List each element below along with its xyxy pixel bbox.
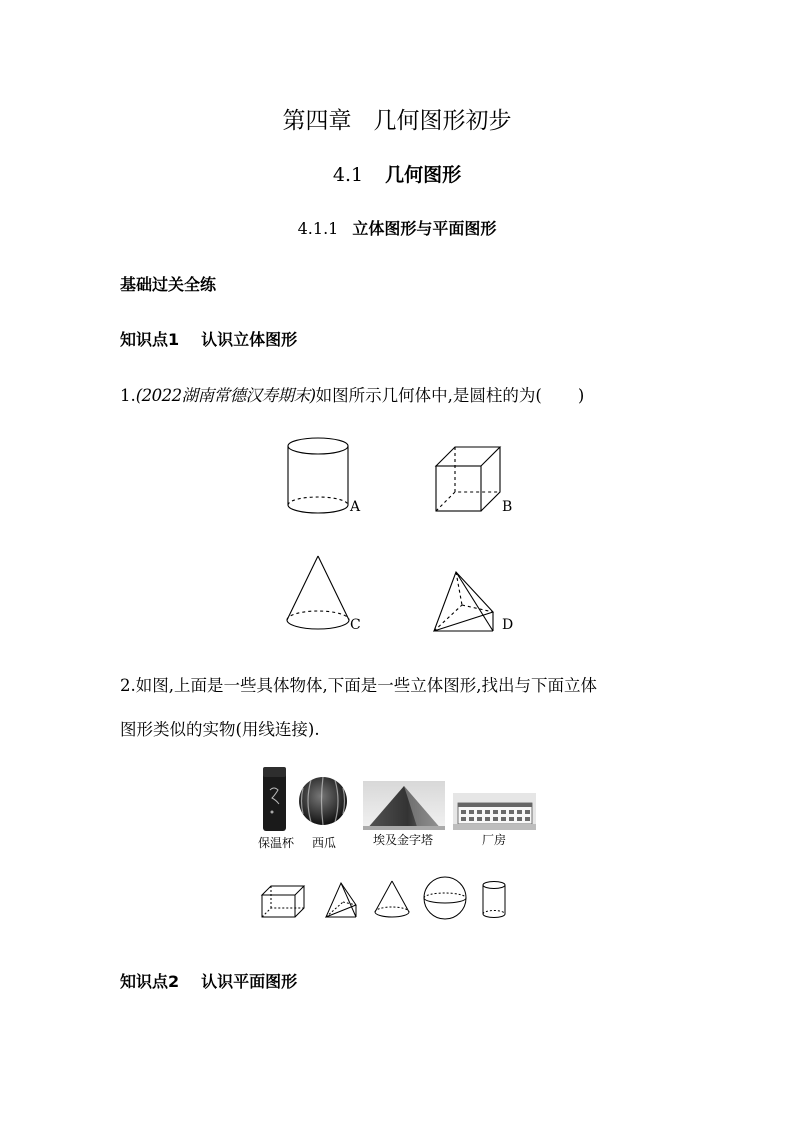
subsection-title: 立体图形与平面图形 (352, 219, 497, 238)
practice-heading: 基础过关全练 (120, 275, 217, 294)
option-d-label: D (502, 617, 514, 633)
thermos-photo (263, 767, 286, 831)
kp2-title: 认识平面图形 (201, 972, 298, 991)
q1-text: 如图所示几何体中,是圆柱的为( (315, 386, 542, 405)
section-number: 4.1 (332, 164, 364, 186)
kp1-label: 知识点1 (120, 330, 180, 349)
object-label-thermos: 保温杯 (258, 836, 295, 850)
cuboid-figure (262, 886, 304, 917)
knowledge-point-2 (120, 969, 297, 992)
small-cylinder-figure (483, 882, 505, 918)
small-pyramid-figure (326, 883, 356, 917)
kp1-title: 认识立体图形 (201, 330, 298, 349)
q1-number: 1. (120, 386, 136, 405)
egypt-pyramid-photo (363, 781, 445, 830)
small-cone-figure (375, 881, 409, 917)
q2-text-line1: 如图,上面是一些具体物体,下面是一些立体图形,找出与下面立体 (135, 676, 597, 695)
sphere-figure (424, 877, 466, 919)
q2-number: 2. (120, 676, 136, 695)
option-b-label: B (502, 499, 513, 515)
question-2-line2: 图形类似的实物(用线连接). (120, 720, 320, 739)
subsection-number: 4.1.1 (297, 219, 339, 238)
chapter-title: 几何图形初步 (373, 108, 512, 134)
factory-photo (453, 793, 536, 830)
option-a-label: A (350, 499, 361, 515)
kp2-label: 知识点2 (120, 972, 180, 991)
object-label-factory: 厂房 (482, 833, 507, 847)
q1-close: ) (577, 386, 585, 405)
option-c-label: C (350, 617, 361, 633)
object-label-watermelon: 西瓜 (312, 836, 337, 850)
q1-source: (2022湖南常德汉寿期末) (135, 386, 316, 405)
watermelon-photo (299, 777, 347, 825)
object-label-pyramid: 埃及金字塔 (373, 833, 434, 847)
chapter-number: 第四章 (282, 108, 352, 134)
section-title: 几何图形 (385, 164, 462, 186)
